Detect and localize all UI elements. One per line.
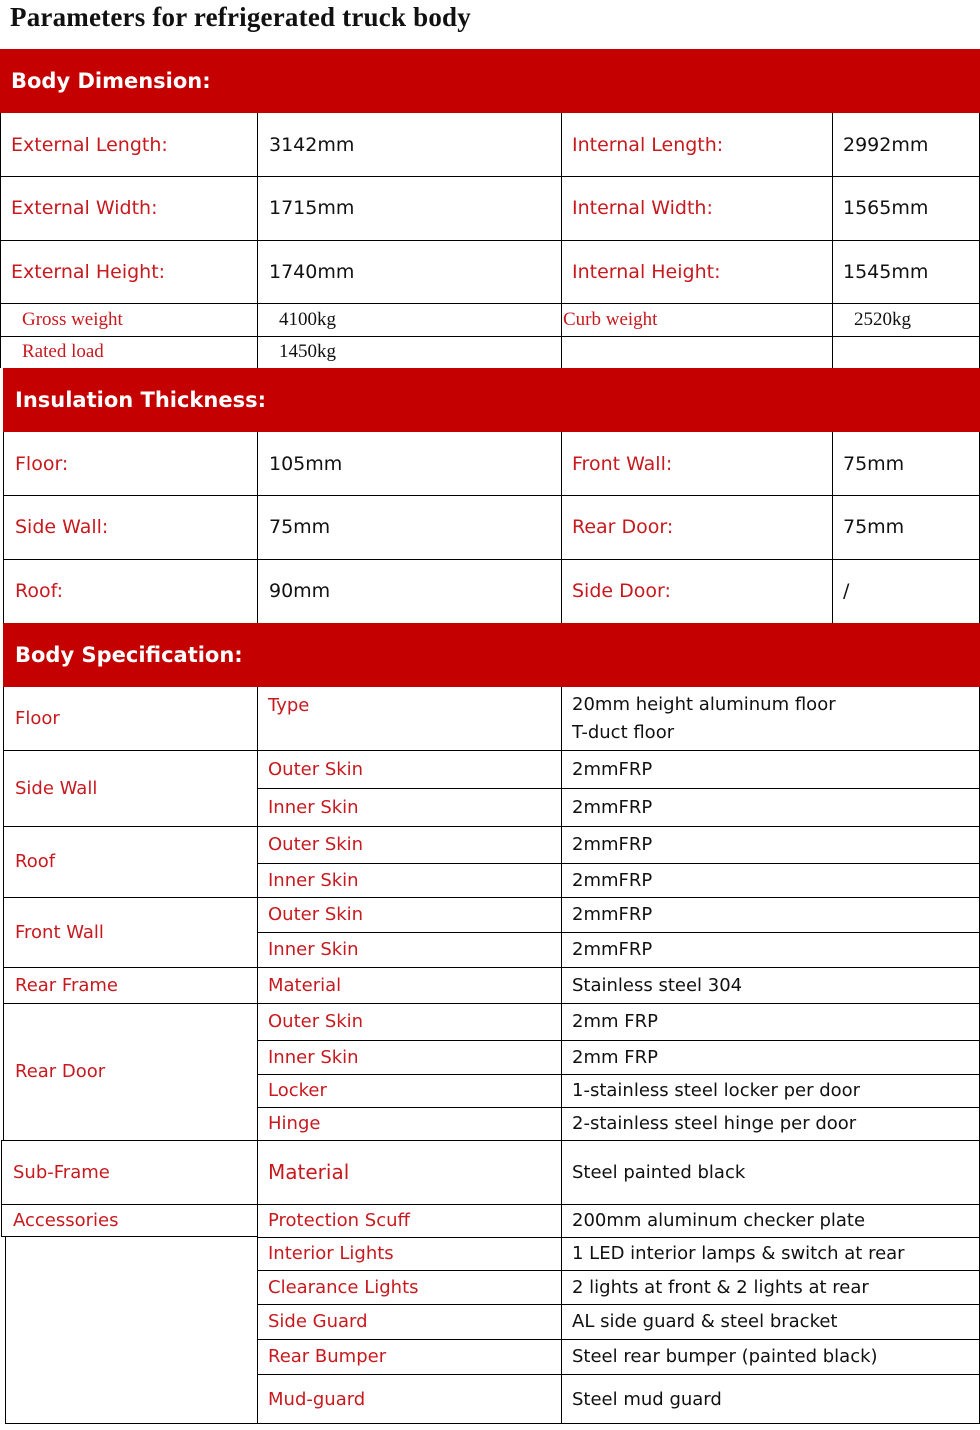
spec-attr: Clearance Lights xyxy=(268,1276,419,1298)
rated-load-value: 1450kg xyxy=(279,341,336,362)
insulation-side-door-label: Side Door: xyxy=(572,580,671,602)
spec-value: 200mm aluminum checker plate xyxy=(572,1210,866,1231)
insulation-side-wall-label: Side Wall: xyxy=(15,516,109,538)
spec-attr: Outer Skin xyxy=(268,904,364,925)
spec-attr: Inner Skin xyxy=(268,1046,359,1068)
spec-value: Stainless steel 304 xyxy=(572,974,743,996)
rated-load-label: Rated load xyxy=(22,341,104,362)
spec-attr: Type xyxy=(268,695,310,716)
spec-value: Steel rear bumper (painted black) xyxy=(572,1346,878,1367)
insulation-rear-door-value: 75mm xyxy=(843,516,905,538)
spec-value: 2mmFRP xyxy=(572,796,653,818)
spec-attr: Protection Scuff xyxy=(268,1210,410,1231)
spec-value: 2mmFRP xyxy=(572,834,653,855)
spec-value: 2mmFRP xyxy=(572,904,653,925)
insulation-heading: Insulation Thickness: xyxy=(3,368,980,432)
internal-length-label: Internal Length: xyxy=(572,133,724,156)
external-width-label: External Width: xyxy=(11,197,158,219)
spec-attr: Outer Skin xyxy=(268,758,364,780)
curb-weight-label: Curb weight xyxy=(563,308,658,330)
spec-value: Steel painted black xyxy=(572,1161,746,1183)
spec-value: 2mmFRP xyxy=(572,939,653,960)
curb-weight-value: 2520kg xyxy=(854,308,911,330)
spec-attr: Side Guard xyxy=(268,1311,368,1332)
spec-value: 1 LED interior lamps & switch at rear xyxy=(572,1243,905,1264)
body-dimension-heading: Body Dimension: xyxy=(0,49,980,113)
spec-value: Steel mud guard xyxy=(572,1388,722,1410)
internal-length-value: 2992mm xyxy=(843,133,929,156)
insulation-rear-door-label: Rear Door: xyxy=(572,516,674,538)
external-height-label: External Height: xyxy=(11,260,166,283)
insulation-floor-label: Floor: xyxy=(15,452,69,475)
internal-height-label: Internal Height: xyxy=(572,260,721,283)
spec-group-sub-frame: Sub-Frame xyxy=(13,1161,110,1183)
spec-group-rear-frame: Rear Frame xyxy=(15,974,119,996)
specification-heading: Body Specification: xyxy=(3,623,980,687)
spec-attr: Outer Skin xyxy=(268,1011,364,1032)
spec-attr: Rear Bumper xyxy=(268,1346,387,1367)
spec-attr: Locker xyxy=(268,1080,327,1101)
spec-value: 2mm FRP xyxy=(572,1011,658,1032)
spec-attr: Material xyxy=(268,1160,350,1184)
spec-value: 2mmFRP xyxy=(572,869,653,891)
spec-value: 2-stainless steel hinge per door xyxy=(572,1113,857,1134)
spec-value xyxy=(561,687,980,750)
spec-value: AL side guard & steel bracket xyxy=(572,1311,838,1332)
insulation-side-wall-value: 75mm xyxy=(269,516,331,538)
insulation-front-wall-value: 75mm xyxy=(843,452,905,475)
spec-value-line: 20mm height aluminum floor xyxy=(572,694,836,715)
spec-attr: Outer Skin xyxy=(268,834,364,855)
gross-weight-label: Gross weight xyxy=(22,308,123,330)
spec-attr: Inner Skin xyxy=(268,869,359,891)
spec-attr: Material xyxy=(268,974,342,996)
internal-width-value: 1565mm xyxy=(843,197,929,219)
spec-attr: Inner Skin xyxy=(268,796,359,818)
spec-value: 2mm FRP xyxy=(572,1046,658,1068)
gross-weight-value: 4100kg xyxy=(279,308,336,330)
spec-value: 1-stainless steel locker per door xyxy=(572,1080,861,1101)
page-title: Parameters for refrigerated truck body xyxy=(10,2,471,32)
insulation-front-wall-label: Front Wall: xyxy=(572,452,673,475)
external-length-value: 3142mm xyxy=(269,133,355,156)
spec-attr: Mud-guard xyxy=(268,1388,366,1410)
spec-value: 2 lights at front & 2 lights at rear xyxy=(572,1276,869,1298)
spec-group-side-wall: Side Wall xyxy=(15,777,98,799)
spec-group-floor: Floor xyxy=(15,708,60,729)
spec-group-front-wall: Front Wall xyxy=(15,921,104,943)
insulation-floor-value: 105mm xyxy=(269,452,343,475)
spec-group-accessories: Accessories xyxy=(13,1209,119,1231)
spec-attr: Inner Skin xyxy=(268,939,359,960)
insulation-roof-label: Roof: xyxy=(15,580,64,602)
external-height-value: 1740mm xyxy=(269,260,355,283)
spec-group-rear-door: Rear Door xyxy=(15,1061,106,1082)
external-length-label: External Length: xyxy=(11,133,168,156)
external-width-value: 1715mm xyxy=(269,197,355,219)
internal-width-label: Internal Width: xyxy=(572,197,713,219)
spec-value-line: T-duct floor xyxy=(572,722,675,743)
spec-value: 2mmFRP xyxy=(572,758,653,780)
insulation-roof-value: 90mm xyxy=(269,580,331,602)
insulation-side-door-value: / xyxy=(843,580,850,602)
internal-height-value: 1545mm xyxy=(843,260,929,283)
spec-attr: Hinge xyxy=(268,1113,321,1134)
spec-group-roof: Roof xyxy=(15,851,56,872)
spec-attr: Interior Lights xyxy=(268,1243,394,1264)
